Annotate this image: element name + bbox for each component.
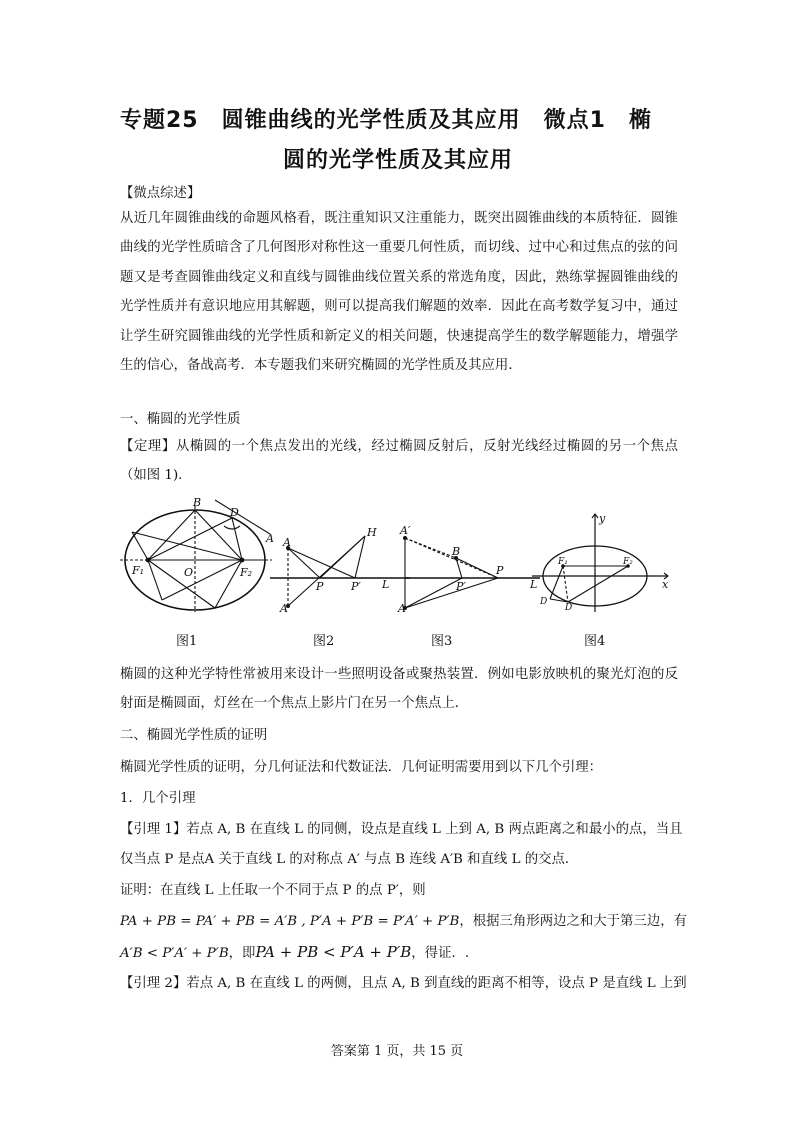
figure-2-reflection-line — [270, 536, 410, 606]
theorem-text: 【定理】从椭圆的一个焦点发出的光线，经过椭圆反射后，反射光线经过椭圆的另一个焦点（如图 1). — [120, 439, 678, 484]
fig2-label-p-prime: P′ — [351, 580, 361, 593]
fig2-label-a-prime: A′ — [280, 602, 291, 612]
fig1-label-d: D — [230, 506, 239, 519]
fig2-label-l: L — [382, 578, 390, 591]
section1-heading: 一、椭圆的光学性质 — [120, 412, 241, 427]
fig3-label-a: A — [398, 602, 406, 612]
fig4-label-d: D — [540, 597, 548, 607]
lemmas-subheading: 1．几个引理 — [120, 791, 196, 806]
fig3-label-b: B — [452, 545, 461, 558]
fig2-label-h: H — [367, 526, 377, 539]
fig2-label-a: A — [283, 536, 291, 549]
section2-heading: 二、椭圆光学性质的证明 — [120, 728, 268, 743]
fig3-label-p: P — [496, 564, 504, 577]
figure-strip — [120, 496, 680, 612]
fig1-label-f2: F₂ — [240, 566, 253, 579]
figure-4-caption: 图4 — [584, 634, 606, 649]
lemma1-line1: 【引理 1】若点 A, B 在直线 L 的同侧，设点是直线 L 上到 A, B 两点距离之和最小的点，当且 — [120, 822, 683, 837]
fig4-label-y: y — [599, 512, 606, 525]
fig4-label-f2: F₂ — [623, 557, 633, 567]
fig4-label-d-prime: D′ — [565, 603, 575, 612]
fig3-label-l: L — [530, 578, 538, 591]
lemma2-line1: 【引理 2】若点 A, B 在直线 L 的两侧，且点 A, B 到直线的距离不相等，设点 P 是直线 L 上到 — [120, 976, 687, 991]
figure-4-coordinate-ellipse — [532, 514, 668, 612]
title-line-2: 圆的光学性质及其应用 — [282, 148, 513, 173]
fig3-label-p-prime: P′ — [456, 580, 466, 593]
fig1-label-o: O — [184, 566, 194, 579]
overview-heading: 【微点综述】 — [120, 186, 201, 201]
fig3-label-a-prime: A′ — [400, 524, 411, 537]
fig4-label-f1: F₁ — [558, 557, 568, 567]
figure-1-caption: 图1 — [176, 634, 198, 649]
figure-3-reflection-line — [405, 538, 540, 608]
fig4-label-x: x — [662, 578, 669, 591]
proof-line1: 证明：在直线 L 上任取一个不同于点 P 的点 P′，则 — [120, 883, 426, 898]
proof-text-2: ，即 — [228, 946, 256, 961]
figure-1-ellipse-reflection — [120, 500, 272, 612]
proof-line2 — [120, 912, 687, 932]
proof-inequality-1: A′B < P′A′ + P′B — [120, 946, 229, 961]
fig1-label-f1: F₁ — [132, 564, 145, 577]
proof-inequality-2: PA + PB < P′A + P′B — [255, 943, 412, 961]
page-footer: 答案第 1 页，共 15 页 — [330, 1044, 464, 1059]
proof-text-1: ，根据三角形两边之和大于第三边，有 — [459, 914, 687, 929]
fig1-label-b: B — [193, 496, 202, 509]
proof-equation-1: PA + PB = PA′ + PB = A′B , P′A + P′B = P′A′ + P′B — [120, 914, 460, 929]
proof-line3 — [120, 942, 680, 964]
applications-text: 椭圆的这种光学特性常被用来设计一些照明设备或聚热装置．例如电影放映机的聚光灯泡的反射面是椭圆面，灯丝在一个焦点上影片门在另一个焦点上． — [120, 667, 678, 712]
figure-2-caption: 图2 — [313, 634, 335, 649]
proof-text-3: ，得证．. — [411, 946, 470, 961]
figure-3-caption: 图3 — [431, 634, 453, 649]
lemma1-line2: 仅当点 P 是点A 关于直线 L 的对称点 A′ 与点 B 连线 A′B 和直线 L 的交点． — [120, 852, 579, 867]
fig1-label-a: A — [266, 532, 274, 545]
fig2-label-p: P — [316, 580, 324, 593]
title-line-1: 专题25 圆锥曲线的光学性质及其应用 微点1 椭 — [120, 108, 652, 133]
section2-intro: 椭圆光学性质的证明，分几何证法和代数证法．几何证明需要用到以下几个引理： — [120, 760, 603, 775]
overview-body: 从近几年圆锥曲线的命题风格看，既注重知识又注重能力，既突出圆锥曲线的本质特征．圆锥曲线的光学性质暗含了几何图形对称性这一重要几何性质，而切线、过中心和过焦点的弦的问题又是考查圆锥曲线定义和直线与圆锥曲线位置关系的常选角度，因此，熟练掌握圆锥曲线的光学性质并有意识地应用其解题，则可以提高我们解题的效率．因此在高考数学复习中，通过让学生研究圆锥曲线的光学性质和新定义的相关问题，快速提高学生的数学解题能力，增强学生的信心，备战高考．本专题我们来研究椭圆的光学性质及其应用． — [120, 211, 678, 374]
